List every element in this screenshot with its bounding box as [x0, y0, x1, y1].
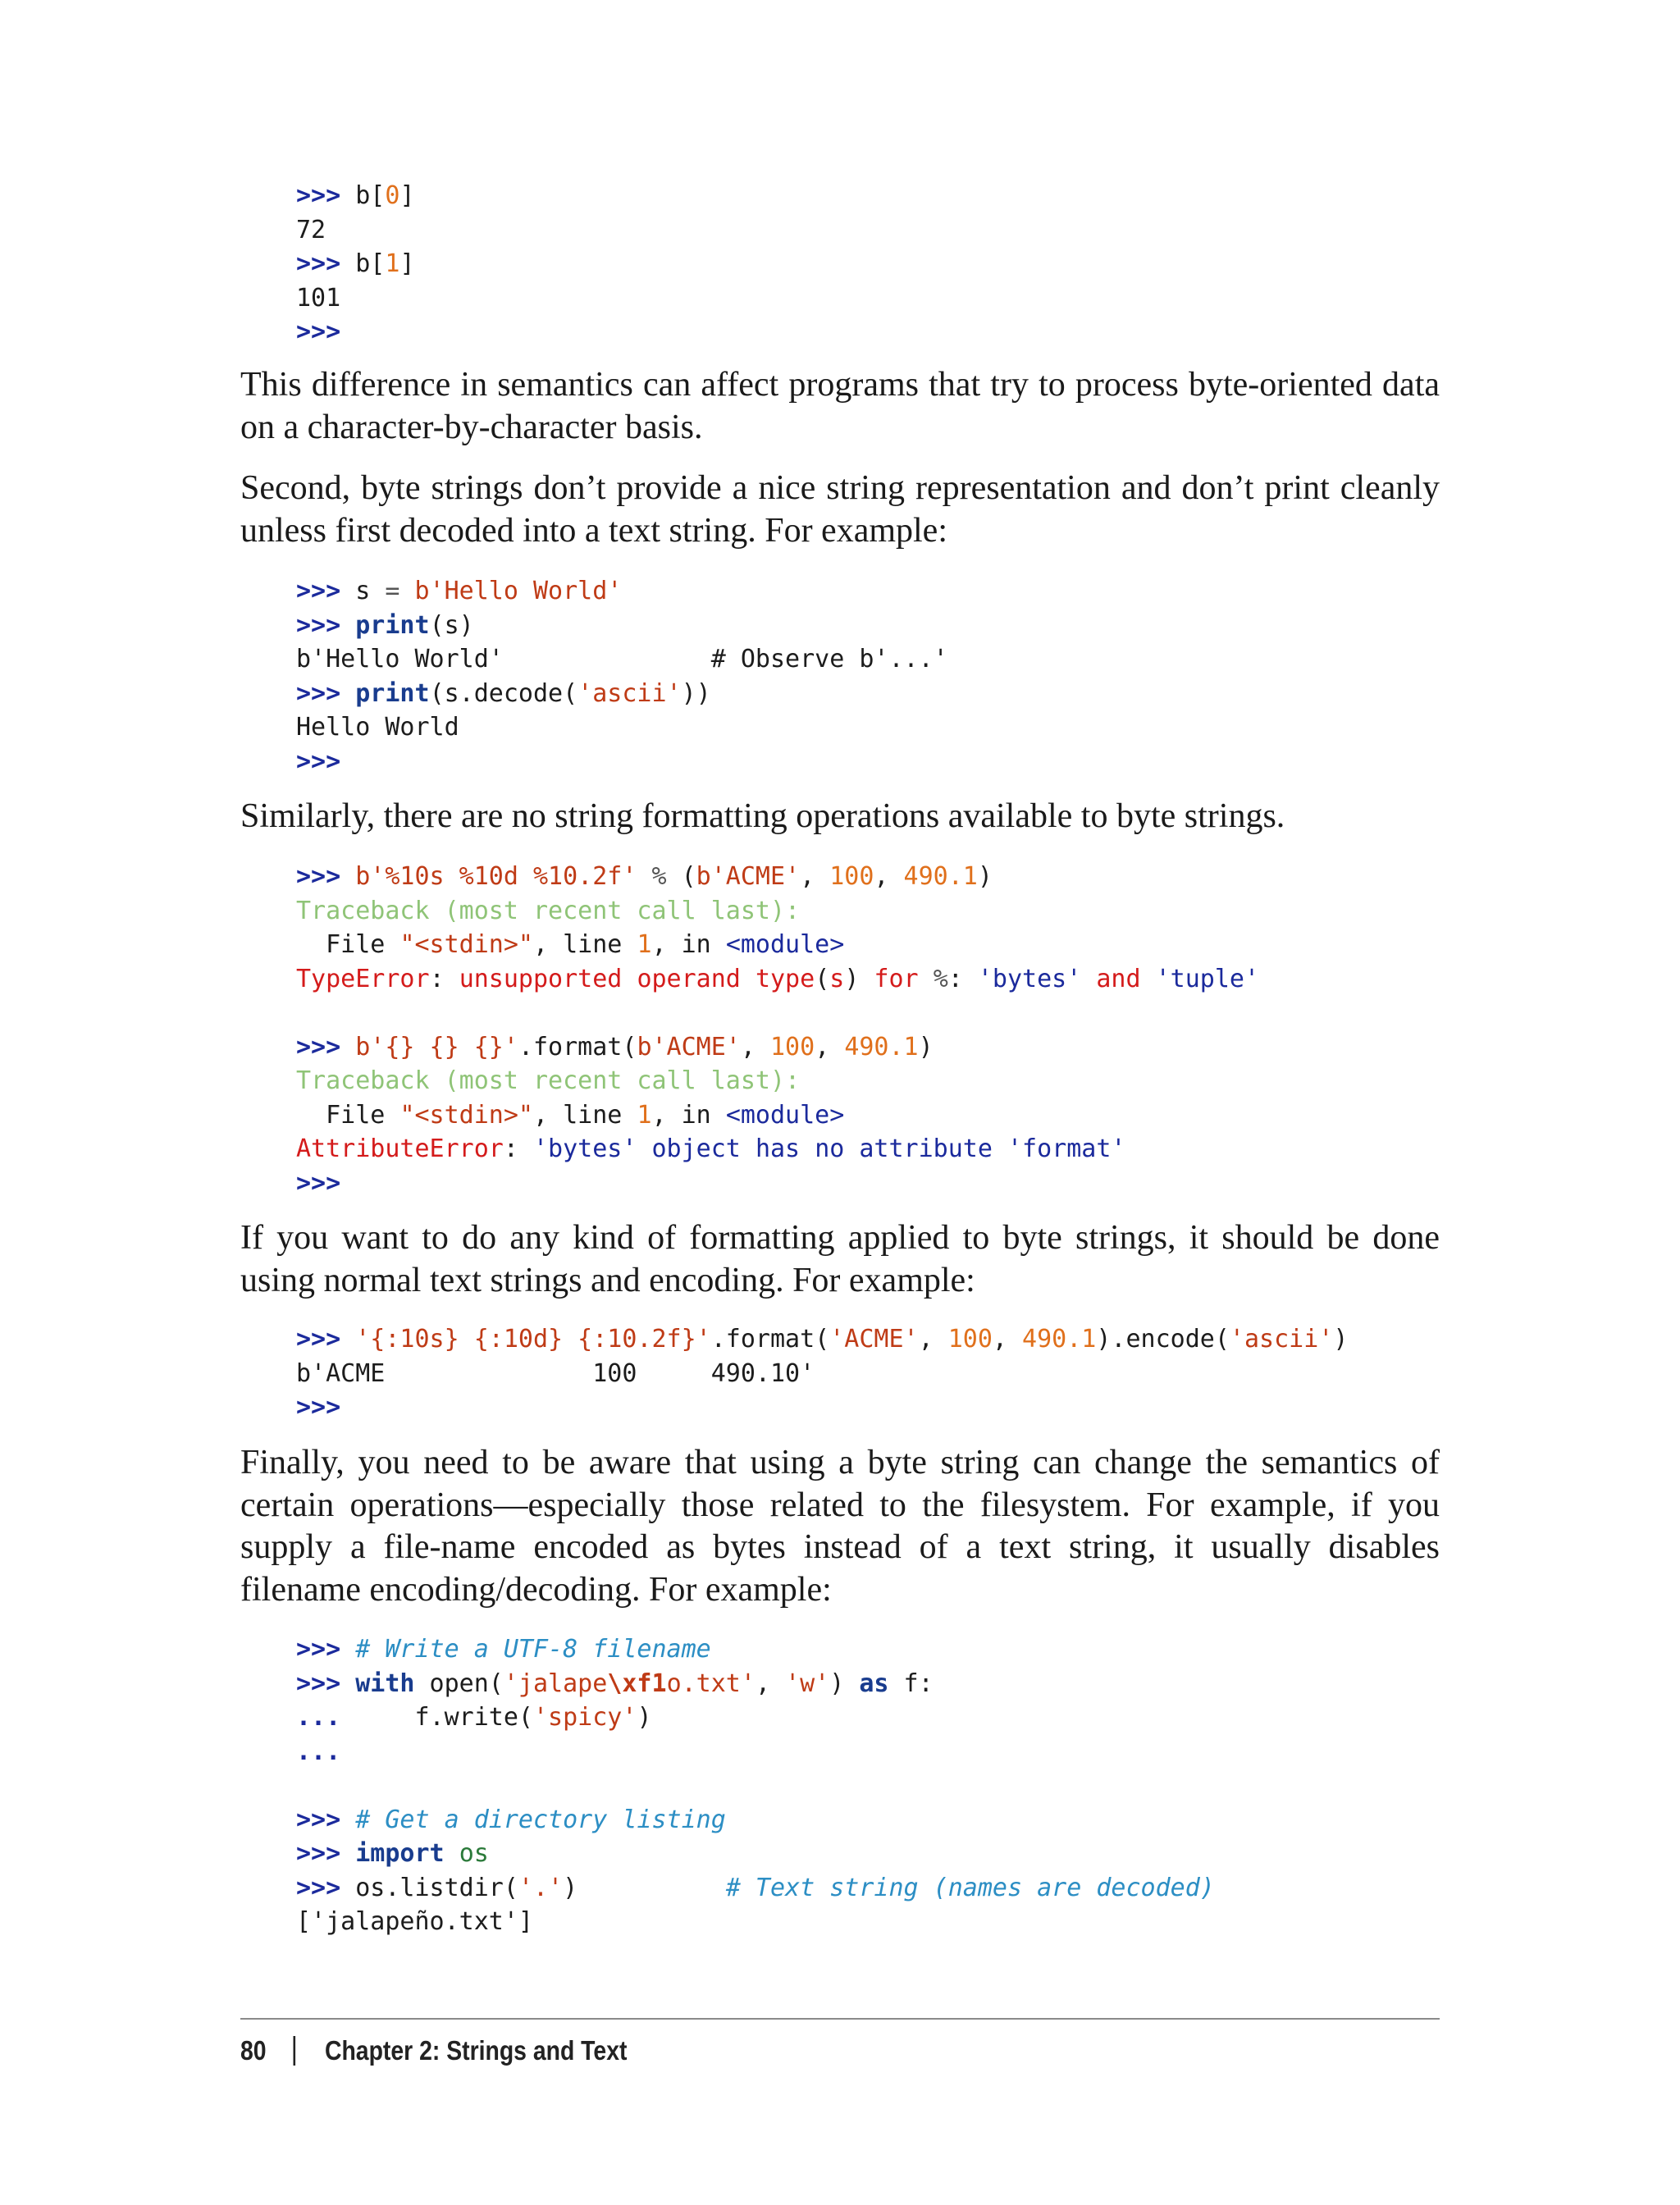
code-line: >>> — [296, 317, 341, 346]
code-line: b'ACME 100 490.10' — [296, 1358, 815, 1388]
code-line: >>> — [296, 746, 341, 776]
page-number: 80 — [240, 2035, 267, 2066]
code-line: >>> b'%10s %10d %10.2f' % (b'ACME', 100, 490.1) — [296, 862, 993, 891]
code-line: >>> b'{} {} {}'.format(b'ACME', 100, 490.1) — [296, 1032, 934, 1061]
code-line: >>> print(s) — [296, 610, 474, 640]
paragraph-filesystem-semantics: Finally, you need to be aware that using a byte string can change the semantics of certain operations—especially those related to the filesystem. For example, if you supply a file‐name encoded as bytes instead of a text string, it usually disables filename encoding/decoding. For example: — [240, 1444, 1440, 1609]
paragraph-byte-string-representation: Second, byte strings don’t provide a nice string representation and don’t print cleanly unless first decoded into a text string. For example: — [240, 469, 1440, 550]
code-line: >>> import os — [296, 1839, 489, 1868]
code-line: >>> '{:10s} {:10d} {:10.2f}'.format('ACME', 100, 490.1).encode('ascii') — [296, 1325, 1349, 1354]
paragraph-formatting-advice: If you want to do any kind of formatting applied to byte strings, it should be done using normal text strings and encoding. For example: — [240, 1219, 1440, 1299]
code-line: >>> s = b'Hello World' — [296, 577, 623, 605]
footer-divider — [240, 2018, 1440, 2020]
code-line: 101 — [296, 283, 341, 313]
code-block-1 — [296, 179, 415, 349]
code-line: Traceback (most recent call last): — [296, 1066, 801, 1095]
code-line: >>> b[1] — [296, 249, 415, 278]
footer-separator — [293, 2036, 295, 2066]
code-line: >>> # Write a UTF-8 filename — [296, 1635, 711, 1664]
code-line: ['jalapeño.txt'] — [296, 1907, 533, 1936]
code-line: 72 — [296, 215, 326, 244]
code-block-5 — [296, 1632, 1215, 1939]
code-line: >>> # Get a directory listing — [296, 1805, 726, 1834]
code-line: ... f.write('spicy') — [296, 1703, 652, 1732]
paragraph-no-formatting: Similarly, there are no string formatting operations available to byte strings. — [240, 797, 1285, 835]
code-block-4 — [296, 1322, 1348, 1425]
code-line — [296, 996, 1259, 1030]
code-line: TypeError: unsupported operand type(s) for %: 'bytes' and 'tuple' — [296, 964, 1260, 993]
code-line: File "<stdin>", line 1, in <module> — [296, 1100, 845, 1130]
paragraph-semantics-difference: This difference in semantics can affect programs that try to process byte-oriented data on a character-by-character basis. — [240, 366, 1440, 446]
code-line: File "<stdin>", line 1, in <module> — [296, 930, 845, 959]
code-line: >>> — [296, 1168, 341, 1198]
code-line: >>> print(s.decode('ascii')) — [296, 678, 711, 708]
code-block-3 — [296, 860, 1259, 1200]
code-line: ... — [296, 1737, 341, 1766]
code-line: >>> b[0] — [296, 181, 415, 210]
code-line: b'Hello World' # Observe b'...' — [296, 645, 948, 673]
code-line: Hello World — [296, 713, 459, 742]
code-line: >>> os.listdir('.') # Text string (names are decoded) — [296, 1873, 1215, 1902]
code-line: >>> — [296, 1393, 341, 1422]
code-block-2 — [296, 574, 948, 778]
code-line: >>> with open('jalape\xf1o.txt', 'w') as f: — [296, 1669, 934, 1698]
code-line — [296, 1769, 1215, 1803]
chapter-title: Chapter 2: Strings and Text — [324, 2035, 628, 2066]
page-footer — [240, 2026, 627, 2075]
code-line: Traceback (most recent call last): — [296, 896, 801, 925]
code-line: AttributeError: 'bytes' object has no attribute 'format' — [296, 1134, 1126, 1163]
